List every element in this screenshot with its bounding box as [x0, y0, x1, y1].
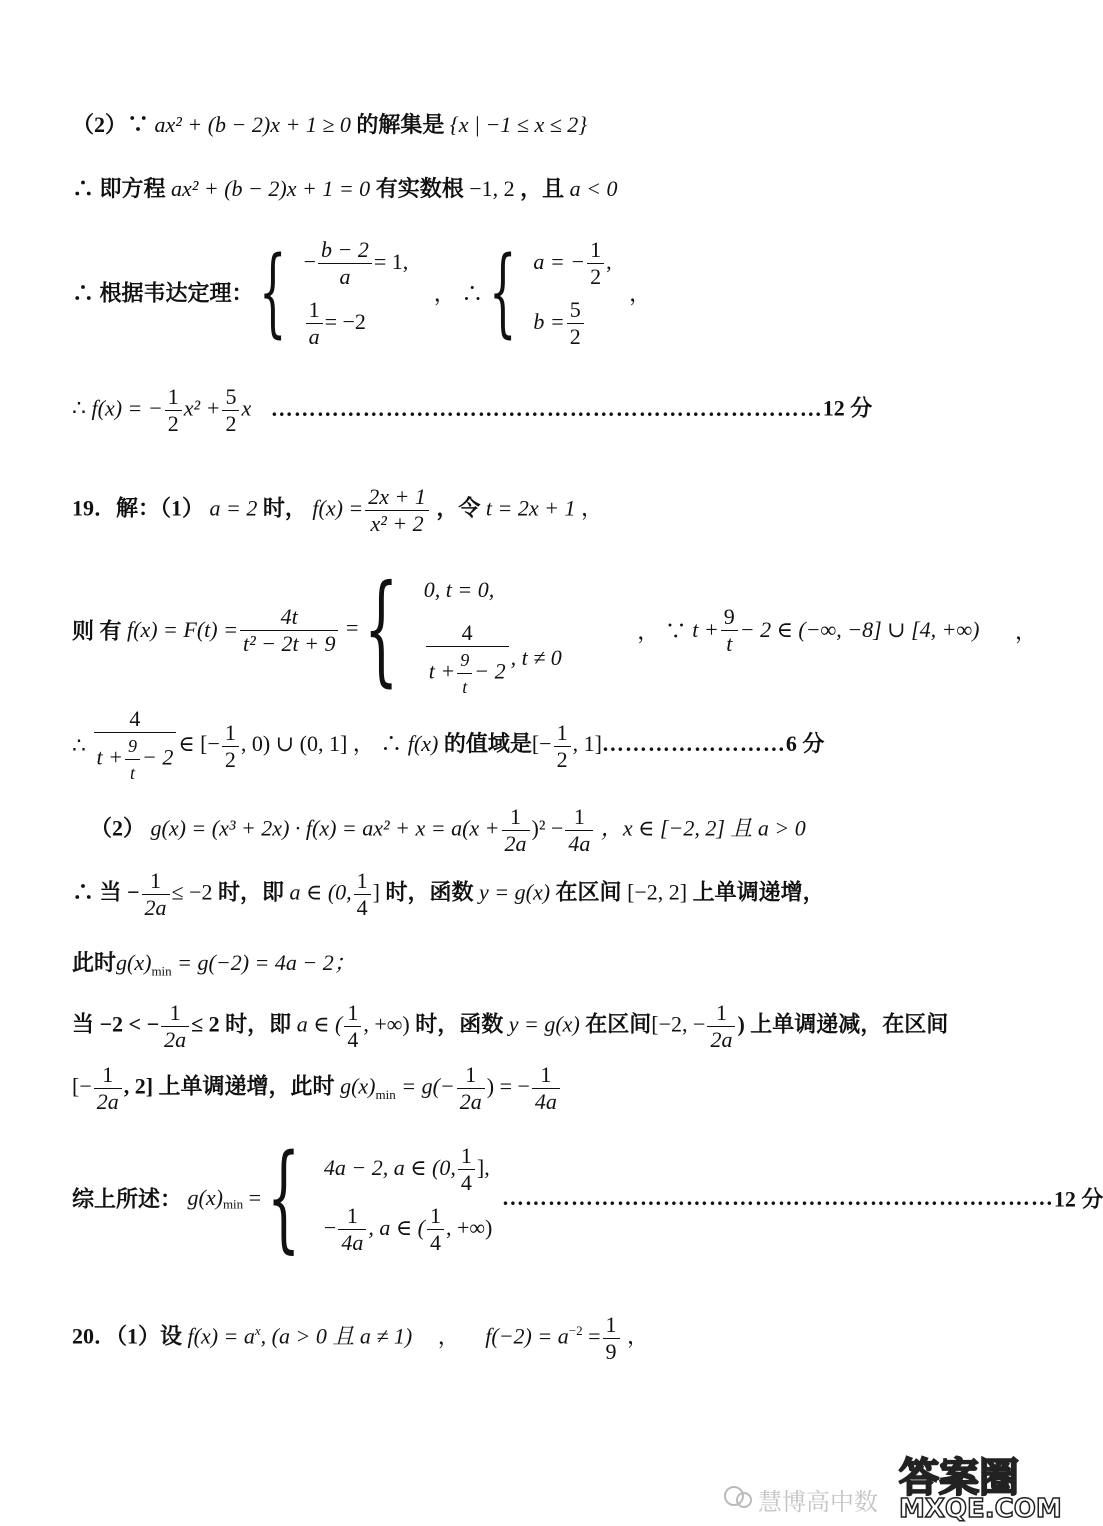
denominator: 4a [534, 1089, 557, 1114]
label: （2） [90, 815, 146, 841]
denominator: 2 [590, 264, 602, 290]
math: − [323, 1215, 337, 1240]
system-1: − $\frac{b - 2}{a}$ = 1, $\frac{1}{a}$ = −2 [303, 237, 409, 350]
numerator: 5 [222, 384, 239, 411]
numerator: 1 [338, 1203, 366, 1230]
denominator: 2a [96, 1089, 119, 1114]
leader-dots: …………………… [601, 731, 786, 757]
denominator: 9 [605, 1339, 617, 1364]
denominator: t [129, 763, 135, 783]
left-brace-icon: { [266, 1130, 300, 1265]
denominator: a [339, 264, 351, 290]
math: a = 2 [209, 495, 258, 521]
text: 此时 [72, 950, 117, 975]
numerator: 1 [554, 720, 571, 747]
math: f(x) [407, 731, 439, 757]
text: 时，函数 [385, 879, 474, 905]
math: , +∞) [363, 1011, 410, 1037]
line-7 [72, 706, 824, 786]
numerator: 9 [125, 733, 140, 760]
math: f(x) = [312, 495, 364, 521]
left-brace-icon: { [259, 236, 287, 348]
numerator: 1 [707, 1000, 735, 1027]
left-brace-icon: { [488, 236, 517, 348]
score-label: 6 分 [785, 731, 825, 757]
math: , 0) ∪ (0, 1] [240, 731, 348, 757]
numerator: b − 2 [318, 237, 372, 264]
text: ， ∵ [637, 618, 687, 644]
math: ，x ∈ [−2, 2] 且 a > 0 [600, 815, 806, 841]
subscript: min [151, 963, 172, 979]
math: , (a > 0 且 a ≠ 1) [260, 1323, 413, 1349]
math: )² − [531, 815, 564, 841]
math: a = − [533, 249, 586, 274]
math: t + [692, 617, 719, 642]
case-1: 0, t = 0, [423, 577, 495, 602]
denominator: 4 [429, 1230, 441, 1256]
denominator: 4a [341, 1230, 364, 1256]
math: g(x) [340, 1073, 376, 1099]
denominator: t² − 2t + 9 [242, 630, 336, 656]
text: ， ∴ [433, 280, 484, 306]
denominator: 4a [568, 831, 591, 856]
math: f(−2) = a [485, 1323, 569, 1349]
text: 上单调递增， [692, 879, 825, 905]
denominator: 2a [504, 831, 527, 856]
cases [424, 560, 562, 700]
numerator: 1 [94, 1062, 122, 1089]
text: ≤ 2 时，即 [191, 1011, 292, 1037]
denominator: 2a [164, 1027, 187, 1052]
text: 当 −2 < − [72, 1011, 160, 1037]
score-label: 12 分 [822, 395, 873, 421]
case-1: 4a − 2, a ∈ (0, [323, 1155, 456, 1180]
denominator: 2 [569, 324, 581, 350]
math: [− [531, 731, 552, 757]
denominator: 4 [347, 1027, 359, 1052]
left-brace-icon: { [363, 560, 399, 699]
denominator: 2 [167, 411, 179, 436]
math: a ∈ ( [296, 1011, 343, 1037]
math: [−2, − [651, 1011, 706, 1037]
numerator: 1 [603, 1312, 620, 1339]
den-part: − 2 [141, 744, 174, 770]
den-part: − 2 [474, 658, 506, 684]
numerator: 4 [426, 620, 509, 647]
text: ∴ 当 − [72, 879, 140, 905]
text: ， [437, 1323, 460, 1349]
math: ax² + (b − 2)x + 1 = 0 [171, 176, 371, 201]
watermark-text: 慧博高中数 [758, 1488, 878, 1516]
line-11 [72, 1000, 948, 1053]
numerator: 1 [457, 1062, 485, 1089]
denominator: 2 [224, 746, 236, 772]
denominator: t [462, 677, 468, 697]
math: t = 2x + 1 [485, 495, 576, 521]
math: − 2 ∈ (−∞, −8] ∪ [4, +∞) [739, 617, 980, 642]
numerator: 1 [458, 1143, 475, 1170]
numerator: 9 [721, 604, 738, 631]
question-20 [72, 1312, 649, 1365]
text: 在区间 [555, 879, 622, 905]
denominator: 2 [225, 411, 237, 436]
math: y = g(x) [508, 1011, 580, 1037]
numerator: 1 [427, 1203, 444, 1230]
logo-bottom: MXQE.COM [899, 1494, 1062, 1524]
line-8 [90, 804, 806, 857]
math: g(x) = (x³ + 2x) · f(x) = ax² + x = a(x + [150, 815, 500, 841]
text: ，令 [436, 495, 481, 521]
math: f(x) = − [91, 395, 163, 421]
cases [324, 1138, 492, 1258]
numerator: 1 [532, 1062, 560, 1089]
case-2: , t ≠ 0 [510, 645, 562, 671]
math: ] [372, 879, 380, 905]
numerator: 9 [457, 647, 472, 674]
denominator: 4 [356, 895, 368, 920]
numerator: 1 [161, 1000, 189, 1027]
text: ∴ 即方程 [72, 176, 166, 201]
superscript: x [254, 1323, 261, 1339]
math: g(x) [116, 950, 152, 975]
den-part: t + [96, 744, 123, 770]
text: 则 有 [72, 618, 122, 644]
numerator: 1 [306, 297, 323, 324]
text: ， [629, 280, 652, 306]
math: [− [72, 1073, 92, 1099]
numerator: 1 [587, 237, 604, 264]
math: ∈ [− [178, 731, 220, 757]
line-10 [72, 946, 356, 979]
text: ∴ 根据韦达定理： [72, 280, 254, 306]
denominator: x² + 2 [370, 511, 424, 536]
text: 时， [262, 495, 307, 521]
math: = −2 [324, 309, 366, 334]
subscript: min [222, 1196, 244, 1212]
line-12 [72, 1062, 562, 1115]
math: b = [533, 309, 565, 334]
text: ∴ [72, 733, 86, 758]
math: = 1, [373, 249, 409, 274]
logo-top: 答案圈 [899, 1455, 1019, 1501]
math: a < 0 [569, 176, 618, 201]
system-2: a = − $\frac{1}{2}$ , b = $\frac{5}{2}$ [533, 237, 612, 350]
text: ， [627, 1323, 650, 1349]
numerator: 1 [142, 868, 170, 895]
numerator: 1 [222, 720, 239, 747]
text: , 2] 上单调递增，此时 [123, 1073, 335, 1099]
line-6: 则 有 f(x) = F(t) = $\frac{4t}{\text{t² − 2t + 9}}$ = { 0, t = 0, 4 t + $\frac{9}{t}$ − 2 , t ≠ 0 ， ∵ t + $\frac{9}{t}$ − 2 ∈ (−∞, −8] ∪ [4, +∞) ， [72, 560, 1038, 699]
line-13 [72, 1130, 1103, 1265]
leader-dots: ……………………………………………………………… [270, 395, 823, 421]
text: 时，函数 [415, 1011, 504, 1037]
text: 的值域是 [443, 731, 532, 757]
numerator: 1 [344, 1000, 361, 1027]
text: 有实数根 [375, 176, 464, 201]
watermark-logo [899, 1446, 1074, 1526]
math: , 1] [572, 731, 602, 757]
numerator: 1 [565, 804, 593, 831]
question-heading: 19．解：（1） [72, 495, 205, 521]
denominator: t [726, 630, 733, 656]
math: ) = − [486, 1073, 530, 1099]
numerator: 1 [354, 868, 371, 895]
leader-dots: ……………………………………………………………… [501, 1185, 1054, 1210]
label: （2）∵ [72, 112, 150, 137]
score-label: 12 分 [1053, 1186, 1103, 1212]
text: 时，即 [218, 879, 285, 905]
math: −1, 2 [469, 176, 515, 201]
numerator: 5 [567, 297, 584, 324]
text: 综上所述： [72, 1186, 183, 1212]
math: = g(− [401, 1073, 455, 1099]
text: ， [1015, 618, 1038, 644]
text: 的解集是 [356, 112, 445, 137]
text: 在区间 [585, 1011, 652, 1037]
line-9 [72, 868, 825, 921]
question-19 [72, 484, 603, 537]
denominator: 2a [459, 1089, 482, 1114]
math: , a ∈ ( [368, 1215, 425, 1240]
math: = g(−2) = 4a − 2； [177, 950, 356, 975]
math: f(x) = a [187, 1323, 255, 1349]
denominator: 2a [710, 1027, 733, 1052]
text: ， ∴ [352, 731, 403, 757]
math: g(x) [187, 1185, 223, 1210]
math: x [241, 395, 252, 421]
math: ≤ −2 [171, 879, 213, 905]
math: , +∞) [445, 1215, 493, 1240]
numerator: 1 [502, 804, 530, 831]
superscript: −2 [568, 1323, 583, 1339]
denominator: a [308, 324, 320, 350]
text: ) 上单调递减，在区间 [737, 1011, 949, 1037]
math: f(x) = F(t) = [127, 617, 238, 642]
denominator: 4 [460, 1170, 472, 1196]
denominator: 2a [144, 895, 167, 920]
math: = [248, 1185, 262, 1210]
numerator: 1 [165, 384, 182, 411]
line-3 [72, 232, 651, 352]
watermark [720, 1446, 1080, 1526]
numerator: 2x + 1 [365, 484, 429, 511]
numerator: 4 [94, 706, 177, 733]
math: ], [476, 1155, 490, 1180]
math: y = g(x) [479, 879, 551, 905]
text: ， [580, 495, 603, 521]
den-part: t + [428, 658, 456, 684]
line-1 [72, 108, 587, 139]
text: ∴ [72, 395, 86, 421]
math: {x | −1 ≤ x ≤ 2} [449, 112, 588, 137]
line-2 [72, 172, 618, 203]
line-4 [72, 384, 872, 437]
denominator: 2 [556, 746, 568, 772]
subscript: min [375, 1086, 396, 1102]
math: [−2, 2] [627, 879, 688, 905]
math: a ∈ (0, [289, 879, 352, 905]
math: ax² + (b − 2)x + 1 ≥ 0 [154, 112, 351, 137]
question-heading: 20．（1）设 [72, 1323, 183, 1349]
numerator: 4t [240, 604, 339, 631]
text: ，且 [520, 176, 565, 201]
math: x² + [183, 395, 221, 421]
math: = [588, 1323, 601, 1349]
